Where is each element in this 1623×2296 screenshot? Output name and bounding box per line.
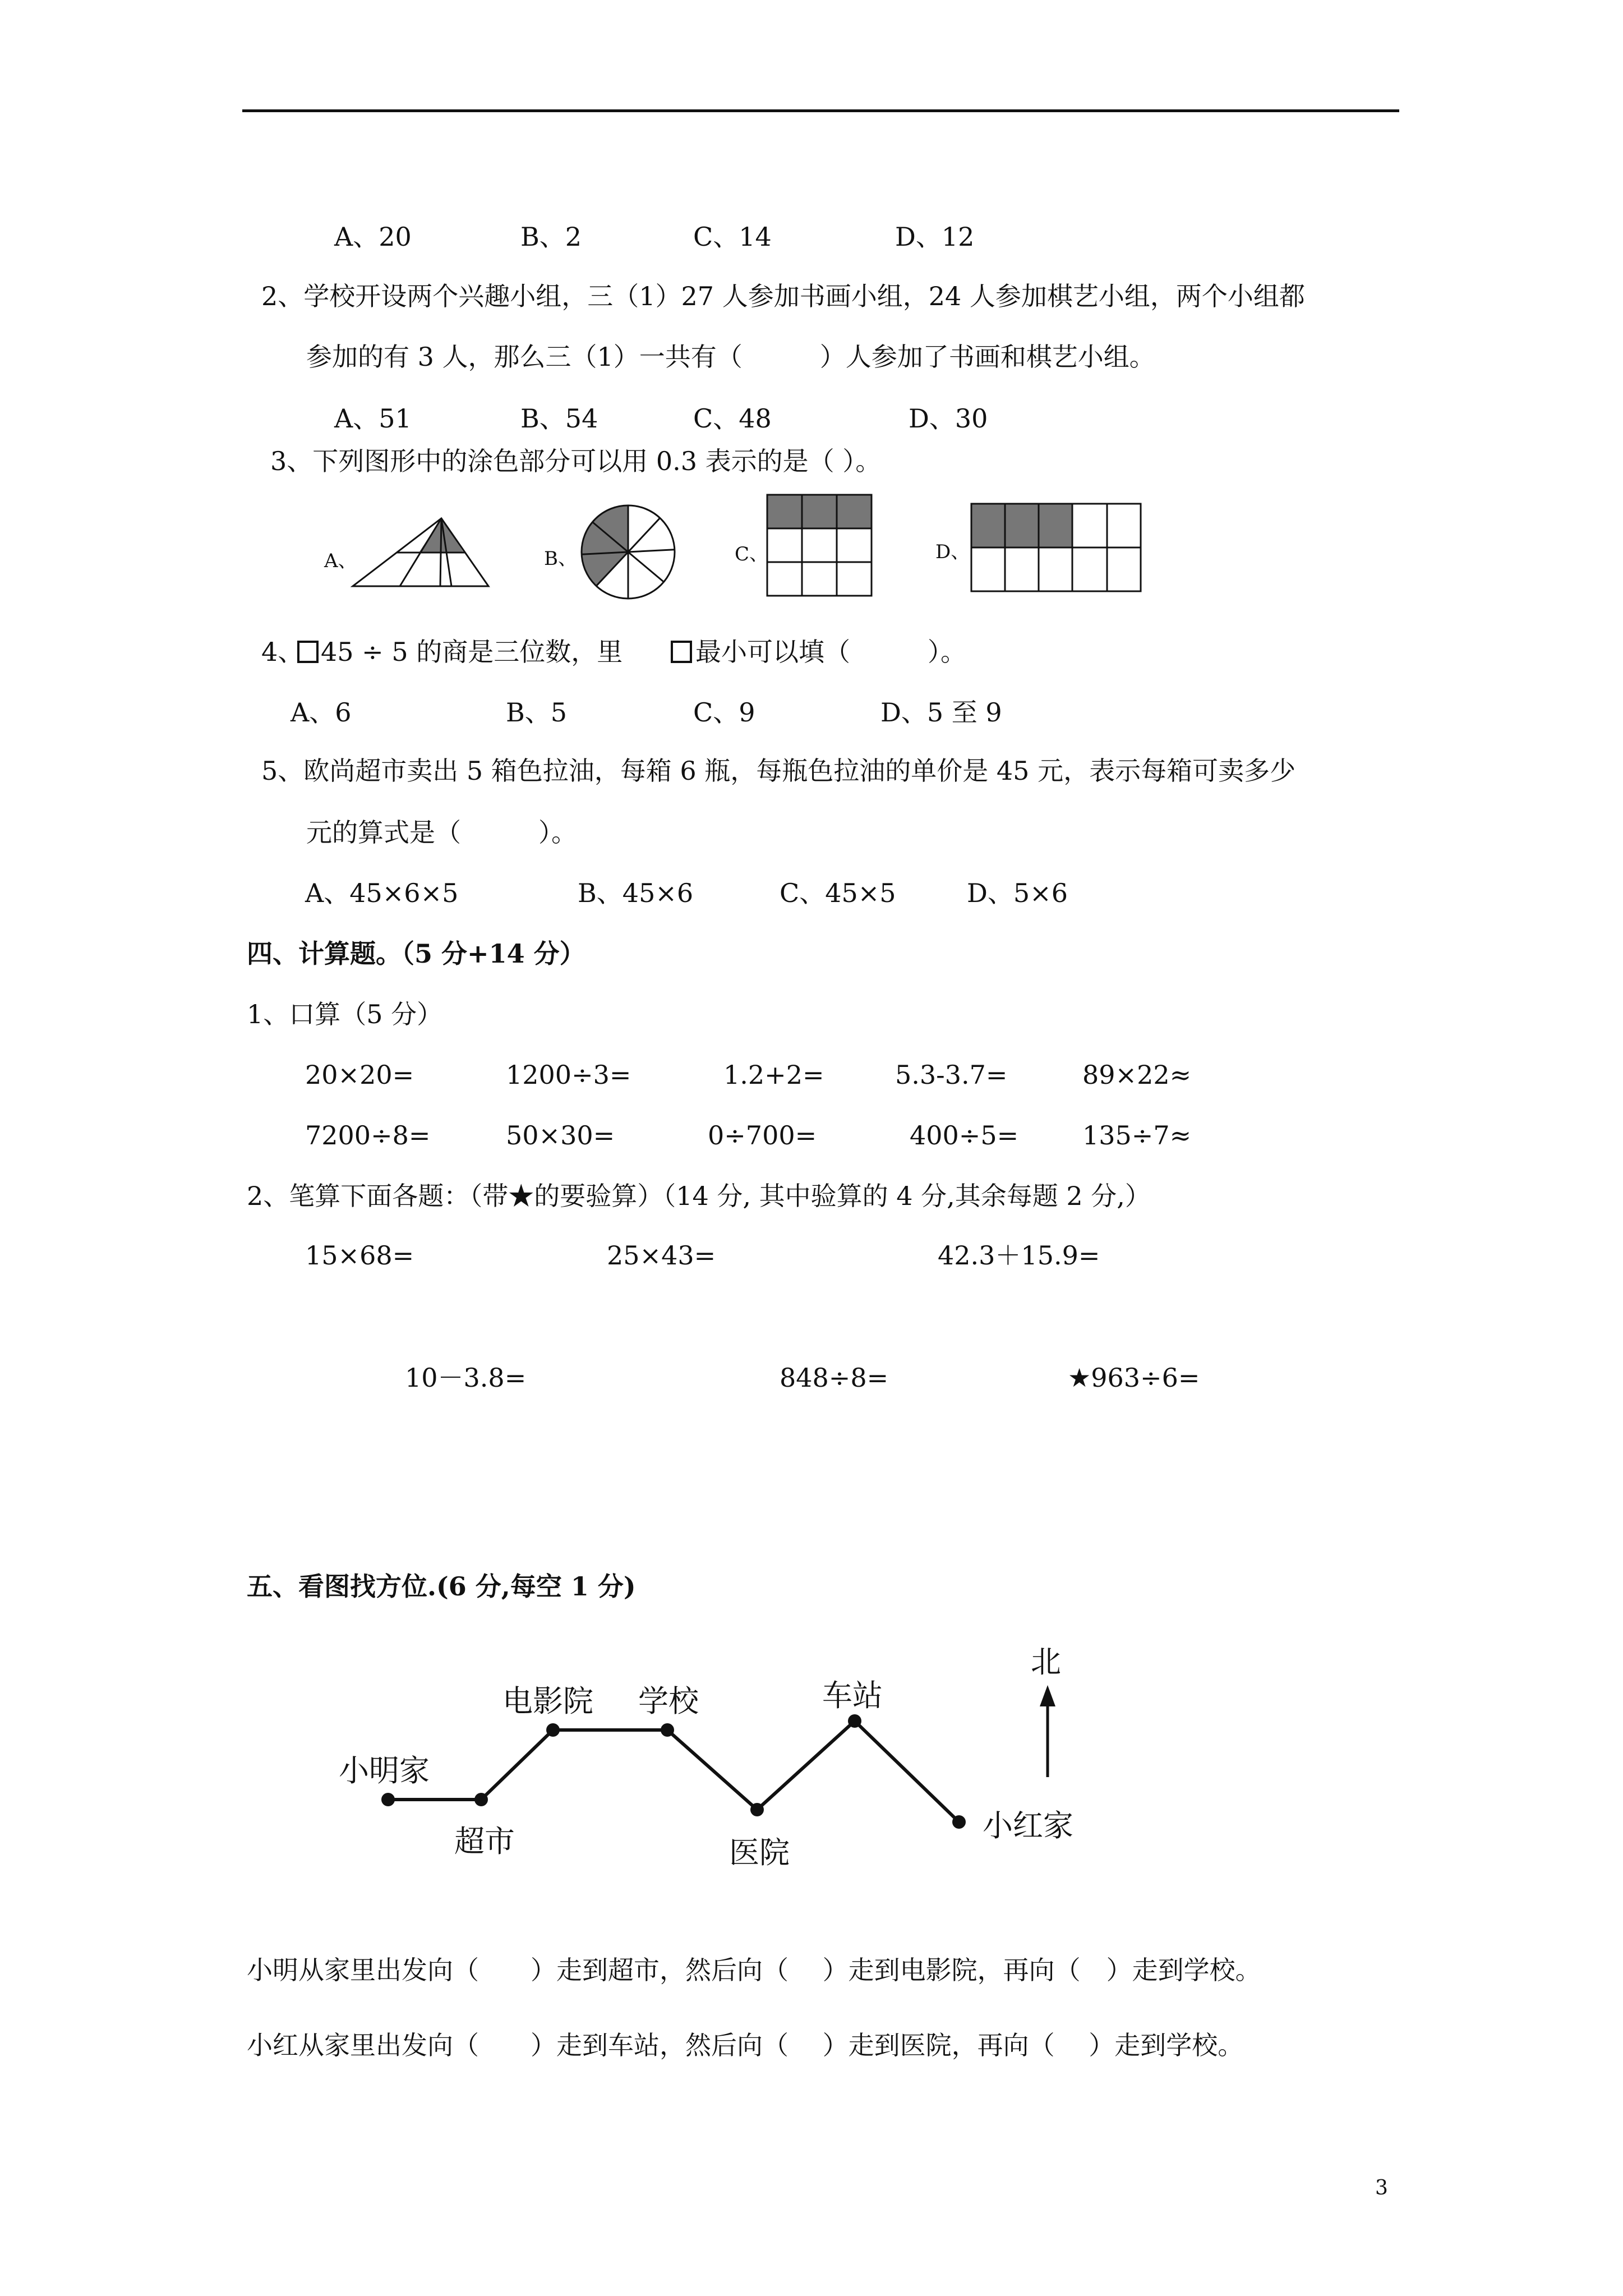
- station-dot: [848, 1714, 861, 1728]
- oral-7: 50×30=: [506, 1120, 615, 1151]
- q4-option-d: D、5 至 9: [880, 697, 1002, 728]
- oral-title: 1、口算（5 分）: [247, 999, 443, 1029]
- direction-sentence-1: 小明从家里出发向（ ）走到超市，然后向（ ）走到电影院，再向（ ）走到学校。: [247, 1955, 1261, 1985]
- oral-8: 0÷700=: [708, 1120, 817, 1151]
- section4-title: 四、计算题。（5 分+14 分）: [247, 938, 585, 969]
- q5-option-d: D、5×6: [967, 878, 1068, 908]
- xiaoming-home-dot: [381, 1793, 395, 1806]
- section5-title: 五、看图找方位.(6 分,每空 1 分): [247, 1571, 636, 1602]
- q1-option-a: A、20: [334, 222, 412, 252]
- q3-triangle-figure: [351, 516, 491, 589]
- oral-3: 1.2+2=: [723, 1060, 824, 1090]
- hospital-label: 医院: [729, 1835, 790, 1870]
- q2-option-b: B、54: [520, 403, 598, 434]
- q5-line2: 元的算式是（ ）。: [306, 817, 577, 848]
- cinema-dot: [546, 1723, 560, 1737]
- q2-option-c: C、48: [693, 403, 772, 434]
- oral-5: 89×22≈: [1082, 1060, 1192, 1090]
- oral-4: 5.3-3.7=: [895, 1060, 1008, 1090]
- page-number: 3: [1375, 2177, 1388, 2200]
- written-5: 848÷8=: [780, 1363, 889, 1393]
- q3-circle-figure: [578, 501, 679, 602]
- xiaohong-home-dot: [952, 1815, 966, 1829]
- supermarket-label: 超市: [454, 1824, 515, 1859]
- q5-line1: 5、欧尚超市卖出 5 箱色拉油，每箱 6 瓶，每瓶色拉油的单价是 45 元，表示每箱可卖多少: [261, 756, 1296, 786]
- header-rule: [242, 109, 1399, 112]
- oral-9: 400÷5=: [910, 1120, 1019, 1151]
- q4-number: 4、: [261, 637, 304, 667]
- q3-grid-3x3-figure: [766, 494, 873, 597]
- q2-option-d: D、30: [909, 403, 988, 434]
- written-2: 25×43=: [607, 1240, 716, 1271]
- oral-10: 135÷7≈: [1082, 1120, 1192, 1151]
- written-6: ★963÷6=: [1068, 1363, 1200, 1393]
- q4-text-b: 最小可以填（ ）。: [695, 637, 966, 667]
- q5-option-c: C、45×5: [780, 878, 896, 908]
- q4-option-b: B、5: [506, 697, 568, 728]
- oral-1: 20×20=: [305, 1060, 414, 1090]
- q4-blank-box: [297, 641, 319, 663]
- q3-grid-5x2-figure: [970, 503, 1142, 592]
- q1-option-b: B、2: [520, 222, 582, 252]
- q4-blank-box-2: [671, 641, 692, 663]
- north-arrow-head: [1040, 1685, 1055, 1706]
- q3-stem: 3、下列图形中的涂色部分可以用 0.3 表示的是（ ）。: [270, 446, 882, 476]
- xiaohong-home-label: 小红家: [983, 1808, 1073, 1843]
- q2-line1: 2、学校开设两个兴趣小组，三（1）27 人参加书画小组，24 人参加棋艺小组，两个小组都: [261, 281, 1305, 311]
- q4-text-a: 45 ÷ 5 的商是三位数，里: [321, 637, 623, 667]
- q5-option-b: B、45×6: [578, 878, 694, 908]
- q2-option-a: A、51: [334, 403, 412, 434]
- direction-sentence-2: 小红从家里出发向（ ）走到车站，然后向（ ）走到医院，再向（ ）走到学校。: [247, 2030, 1244, 2060]
- written-title: 2、笔算下面各题：（带★的要验算）（14 分, 其中验算的 4 分,其余每题 2 分,）: [247, 1181, 1151, 1211]
- hospital-dot: [750, 1803, 764, 1816]
- written-4: 10－3.8=: [405, 1363, 527, 1393]
- oral-2: 1200÷3=: [506, 1060, 631, 1090]
- q1-option-d: D、12: [895, 222, 975, 252]
- q2-line2: 参加的有 3 人，那么三（1）一共有（ ）人参加了书画和棋艺小组。: [306, 342, 1155, 372]
- written-3: 42.3＋15.9=: [938, 1240, 1100, 1271]
- cinema-label: 电影院: [502, 1683, 593, 1719]
- q3-label-c: C、: [735, 543, 769, 565]
- q4-option-c: C、9: [693, 697, 755, 728]
- q3-label-d: D、: [935, 541, 970, 563]
- station-label: 车站: [822, 1678, 883, 1713]
- school-label: 学校: [638, 1683, 699, 1719]
- supermarket-dot: [474, 1793, 488, 1806]
- north-label: 北: [1031, 1644, 1061, 1680]
- xiaoming-home-label: 小明家: [339, 1753, 430, 1788]
- oral-6: 7200÷8=: [305, 1120, 431, 1151]
- written-1: 15×68=: [305, 1240, 414, 1271]
- q5-option-a: A、45×6×5: [305, 878, 459, 908]
- q3-label-a: A、: [324, 550, 357, 572]
- q1-option-c: C、14: [693, 222, 772, 252]
- q3-label-b: B、: [544, 547, 577, 570]
- school-dot: [661, 1723, 674, 1737]
- q4-option-a: A、6: [291, 697, 352, 728]
